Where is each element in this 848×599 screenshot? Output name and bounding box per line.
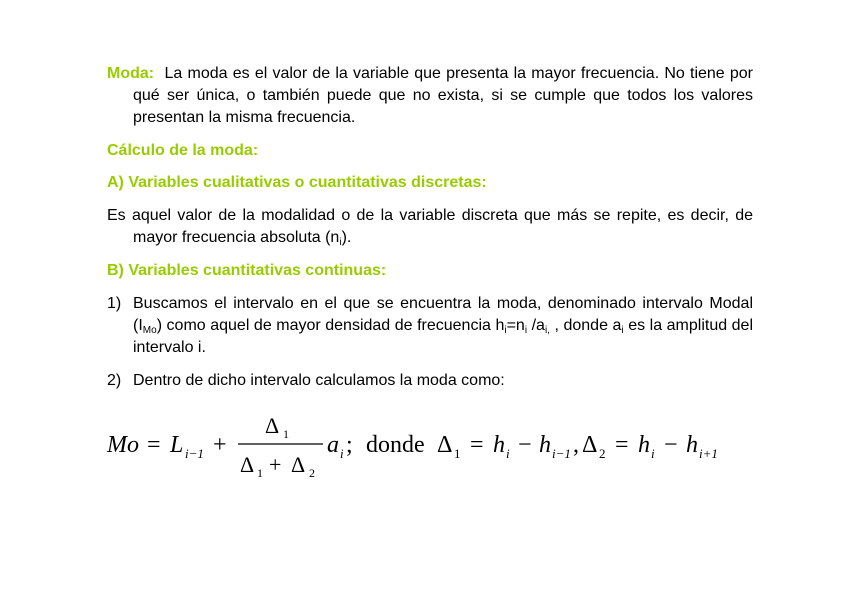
formula-semicolon: ; — [346, 432, 353, 458]
formula-h-4-sub: i+1 — [699, 446, 718, 461]
moda-label: Moda: — [107, 65, 155, 82]
mode-formula — [0, 400, 848, 490]
moda-paragraph — [107, 63, 753, 129]
section-a-heading-block — [107, 172, 753, 194]
item1-sub-mo: Mo — [142, 325, 157, 336]
section-a-paragraph — [107, 205, 753, 249]
item1-sub-i1: i — [504, 325, 507, 336]
item1-sub-i3: i, — [544, 325, 550, 336]
item1-text-a: Buscamos el intervalo en el que se encuentra la moda, denominado intervalo Modal (I — [133, 295, 753, 334]
section-b-heading-block — [107, 260, 753, 282]
list-item-1-number: 1) — [107, 295, 122, 312]
formula-L: L — [170, 432, 184, 458]
section-a-sub: i — [339, 237, 342, 248]
formula-delta-2: Δ — [582, 432, 598, 458]
item1-text-c: =n — [506, 317, 525, 334]
section-a-heading: A) Variables cualitativas o cuantitativas discretas: — [107, 174, 487, 191]
formula-L-sub: i−1 — [185, 446, 204, 461]
formula-h-1: h — [493, 432, 505, 458]
formula-h-3: h — [638, 432, 650, 458]
calculo-heading: Cálculo de la moda: — [107, 142, 259, 159]
formula-minus-1: − — [518, 432, 532, 458]
item1-text-b: ) como aquel de mayor densidad de frecuencia h — [156, 317, 505, 334]
item2-text: Dentro de dicho intervalo calculamos la moda como: — [133, 372, 505, 389]
formula-mo: Mo — [107, 432, 139, 458]
moda-definition: La moda es el valor de la variable que presenta la mayor frecuencia. No tiene por qué ser única, o también puede que no exista, si se cumple que todos los valores presentan la misma frecuencia. — [133, 65, 754, 126]
item1-text-e: , donde a — [549, 317, 622, 334]
formula-delta-1: Δ — [437, 432, 453, 458]
formula-den-sub-1: 1 — [257, 466, 263, 480]
formula-delta-1-sub: 1 — [454, 446, 461, 461]
formula-h-2-sub: i−1 — [552, 446, 571, 461]
formula-plus: + — [213, 432, 227, 458]
formula-h-3-sub: i — [651, 446, 655, 461]
formula-comma: , — [573, 432, 579, 458]
list-item-1 — [107, 293, 753, 359]
formula-den-plus: + — [269, 452, 282, 477]
formula-donde: donde — [366, 432, 425, 458]
formula-den-delta-2: Δ — [291, 452, 306, 477]
formula-eq-2: = — [470, 432, 484, 458]
formula-den-delta-1: Δ — [240, 452, 255, 477]
formula-h-1-sub: i — [506, 446, 510, 461]
formula-eq-1: = — [147, 432, 161, 458]
list-item-2 — [107, 370, 753, 392]
item1-sub-i4: i — [621, 325, 624, 336]
formula-h-2: h — [539, 432, 551, 458]
formula-minus-2: − — [664, 432, 678, 458]
formula-delta-2-sub: 2 — [599, 446, 606, 461]
formula-a: a — [327, 432, 339, 458]
formula-num-delta: Δ — [265, 413, 280, 438]
section-b-heading: B) Variables cuantitativas continuas: — [107, 262, 387, 279]
item1-text-f: es la amplitud del intervalo i. — [133, 317, 754, 356]
calculo-heading-block — [107, 140, 753, 162]
section-a-text: Es aquel valor de la modalidad o de la variable discreta que más se repite, es decir, de mayor frecuencia absoluta (n — [107, 207, 753, 246]
formula-den-sub-2: 2 — [309, 466, 315, 480]
formula-num-sub: 1 — [283, 427, 289, 441]
list-item-2-number: 2) — [107, 372, 122, 389]
formula-svg — [0, 400, 848, 490]
formula-h-4: h — [686, 432, 698, 458]
item1-text-d: /a — [527, 317, 545, 334]
formula-a-sub: i — [340, 446, 344, 461]
formula-eq-3: = — [615, 432, 629, 458]
item1-sub-i2: i — [524, 325, 528, 336]
section-a-text-end: ). — [341, 229, 352, 246]
